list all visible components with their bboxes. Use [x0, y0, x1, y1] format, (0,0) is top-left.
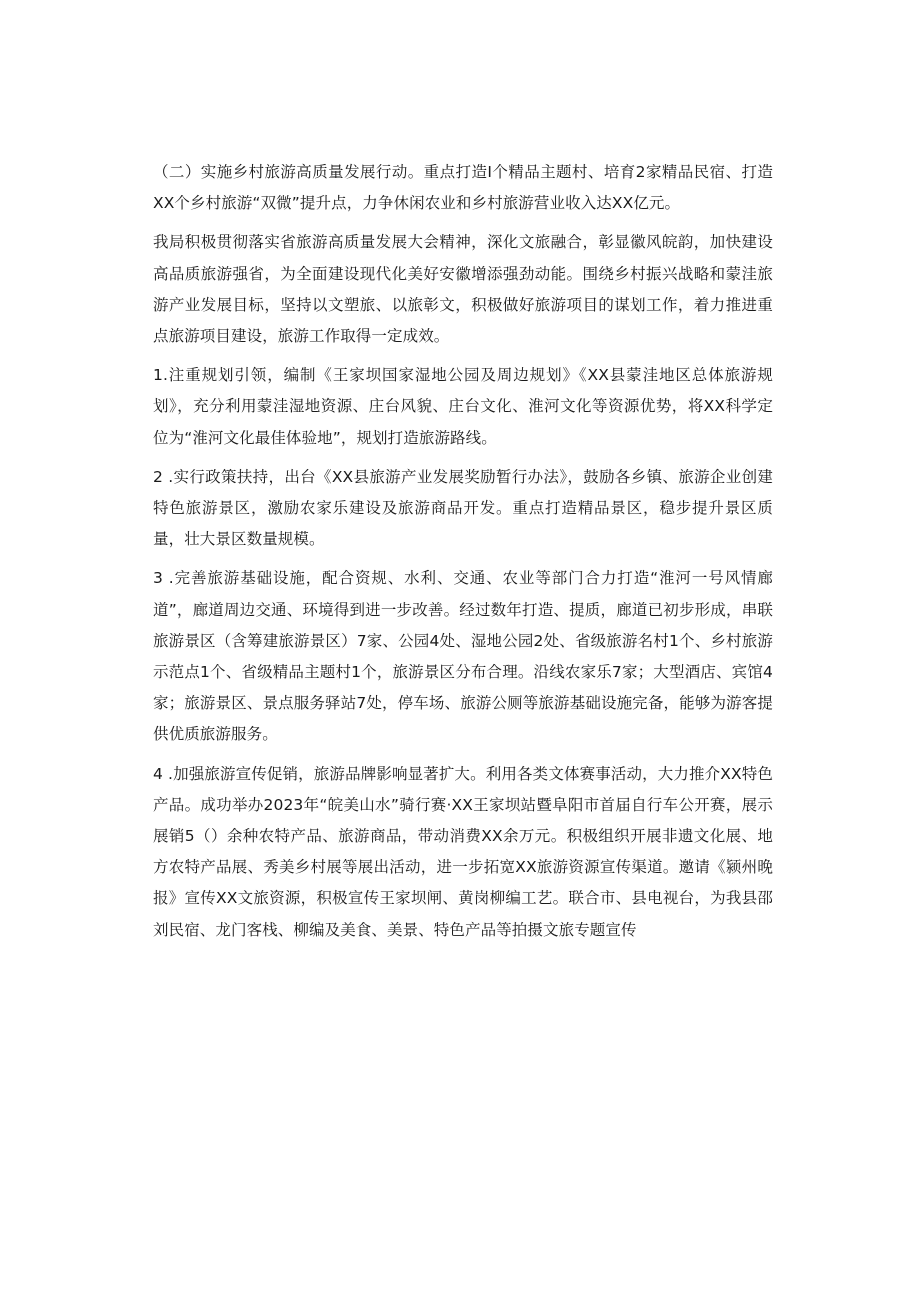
paragraph-item-4-promotion: 4 .加强旅游宣传促销，旅游品牌影响显著扩大。利用各类文体赛事活动，大力推介XX特色产品。成功举办2023年“皖美山水”骑行赛·XX王家坝站暨阜阳市首届自行车公开赛，展示展销5（）余种农特产品、旅游商品，带动消费XX余万元。积极组织开展非遗文化展、地方农特产品展、秀美乡村展等展出活动，进一步拓宽XX旅游资源宣传渠道。邀请《颍州晚报》宣传XX文旅资源，积极宣传王家坝闸、黄岗柳编工艺。联合市、县电视台，为我县邵刘民宿、龙门客栈、柳编及美食、美景、特色产品等拍摄文旅专题宣传 — [153, 764, 773, 939]
paragraph-item-2-policy: 2 .实行政策扶持，出台《XX县旅游产业发展奖励暂行办法》，鼓励各乡镇、旅游企业创建特色旅游景区，激励农家乐建设及旅游商品开发。重点打造精品景区，稳步提升景区质量，壮大景区数量规模。 — [153, 467, 773, 549]
paragraph-item-3-infrastructure: 3 .完善旅游基础设施，配合资规、水利、交通、农业等部门合力打造“淮河一号风情廊道”，廊道周边交通、环境得到进一步改善。经过数年打造、提质，廊道已初步形成，串联旅游景区（含筹建旅游景区）7家、公园4处、湿地公园2处、省级旅游名村1个、乡村旅游示范点1个、省级精品主题村1个，旅游景区分布合理。沿线农家乐7家；大型酒店、宾馆4家；旅游景区、景点服务驿站7处，停车场、旅游公厕等旅游基础设施完备，能够为游客提供优质旅游服务。 — [153, 569, 773, 744]
document-body — [153, 157, 773, 946]
paragraph-overview: 我局积极贯彻落实省旅游高质量发展大会精神，深化文旅融合，彰显徽风皖韵，加快建设高品质旅游强省，为全面建设现代化美好安徽增添强劲动能。围绕乡村振兴战略和蒙洼旅游产业发展目标，坚持以文塑旅、以旅彰文，积极做好旅游项目的谋划工作，着力推进重点旅游项目建设，旅游工作取得一定成效。 — [153, 233, 773, 346]
paragraph-item-1-planning: 1.注重规划引领，编制《王家坝国家湿地公园及周边规划》《XX县蒙洼地区总体旅游规划》，充分利用蒙洼湿地资源、庄台风貌、庄台文化、淮河文化等资源优势，将XX科学定位为“淮河文化最佳体验地”，规划打造旅游路线。 — [153, 366, 773, 447]
paragraph-action-plan: （二）实施乡村旅游高质量发展行动。重点打造I个精品主题村、培育2家精品民宿、打造XX个乡村旅游“双微”提升点，力争休闲农业和乡村旅游营业收入达XX亿元。 — [153, 163, 773, 213]
